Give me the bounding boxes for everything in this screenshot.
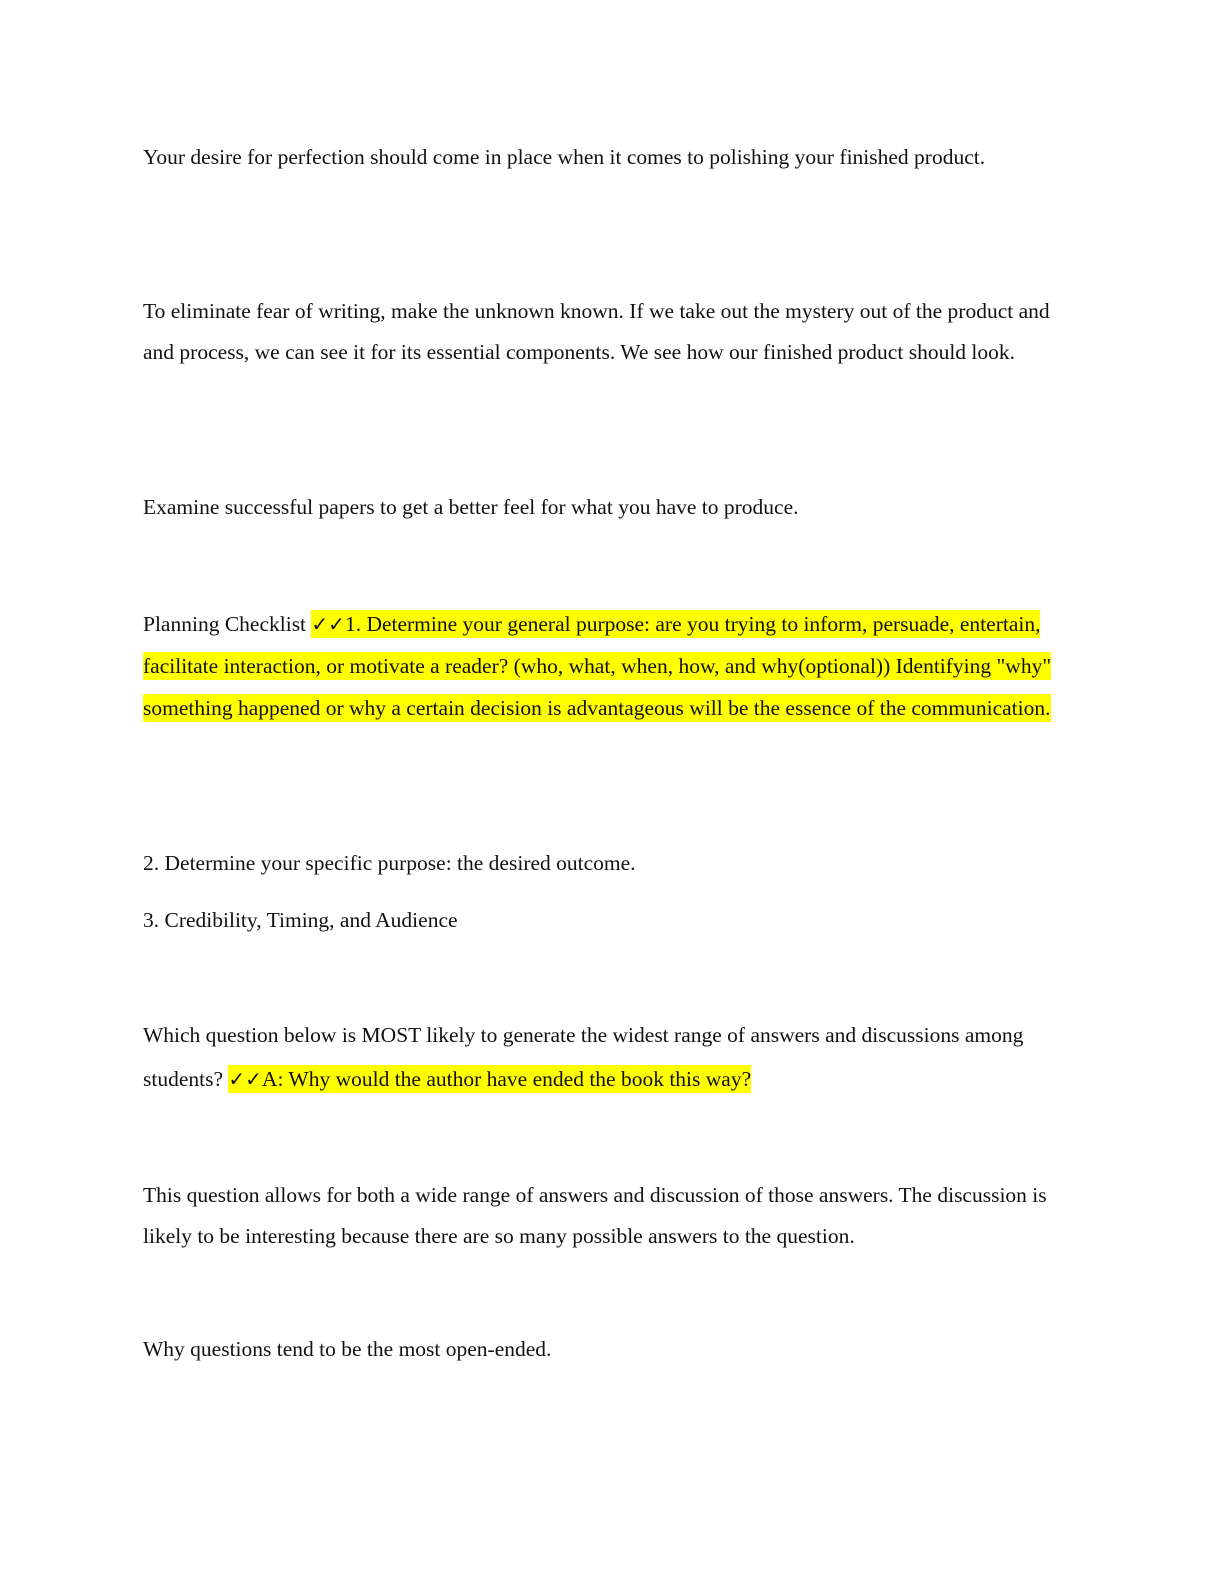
paragraph-explanation: This question allows for both a wide range of answers and discussion of those answers. The discussion is likely to be interesting because there are so many possible answers to the question. — [143, 1183, 1047, 1248]
highlighted-answer — [228, 1065, 751, 1093]
paragraph-question — [143, 1013, 1083, 1101]
question-text: Which question below is MOST likely to generate the widest range of answers and discussions among students? — [143, 1023, 1024, 1091]
answer-text: A: Why would the author have ended the book this way? — [261, 1067, 752, 1091]
double-check-icon: ✓✓ — [311, 612, 345, 636]
paragraph-why-questions: Why questions tend to be the most open-ended. — [143, 1337, 552, 1361]
paragraph-examine-papers: Examine successful papers to get a better feel for what you have to produce. — [143, 495, 799, 519]
double-check-icon: ✓✓ — [228, 1067, 262, 1091]
paragraph-specific-purpose: 2. Determine your specific purpose: the desired outcome. — [143, 851, 636, 875]
paragraph-credibility: 3. Credibility, Timing, and Audience — [143, 908, 458, 932]
paragraph-eliminate-fear: To eliminate fear of writing, make the unknown known. If we take out the mystery out of the product and and process, we can see it for its essential components. We see how our finished product should look. — [143, 299, 1050, 364]
general-purpose-text: 1. Determine your general purpose: are you trying to inform, persuade, entertain, facilitate interaction, or motivate a reader? (who, what, when, how, and why(optional)) Identifying "why" something happened or why a certain decision is advantageous will be the essence of the communication. — [143, 612, 1052, 720]
paragraph-planning-checklist — [143, 603, 1083, 729]
paragraph-perfection: Your desire for perfection should come in place when it comes to polishing your finished product. — [143, 145, 986, 169]
planning-checklist-label: Planning Checklist — [143, 612, 312, 636]
